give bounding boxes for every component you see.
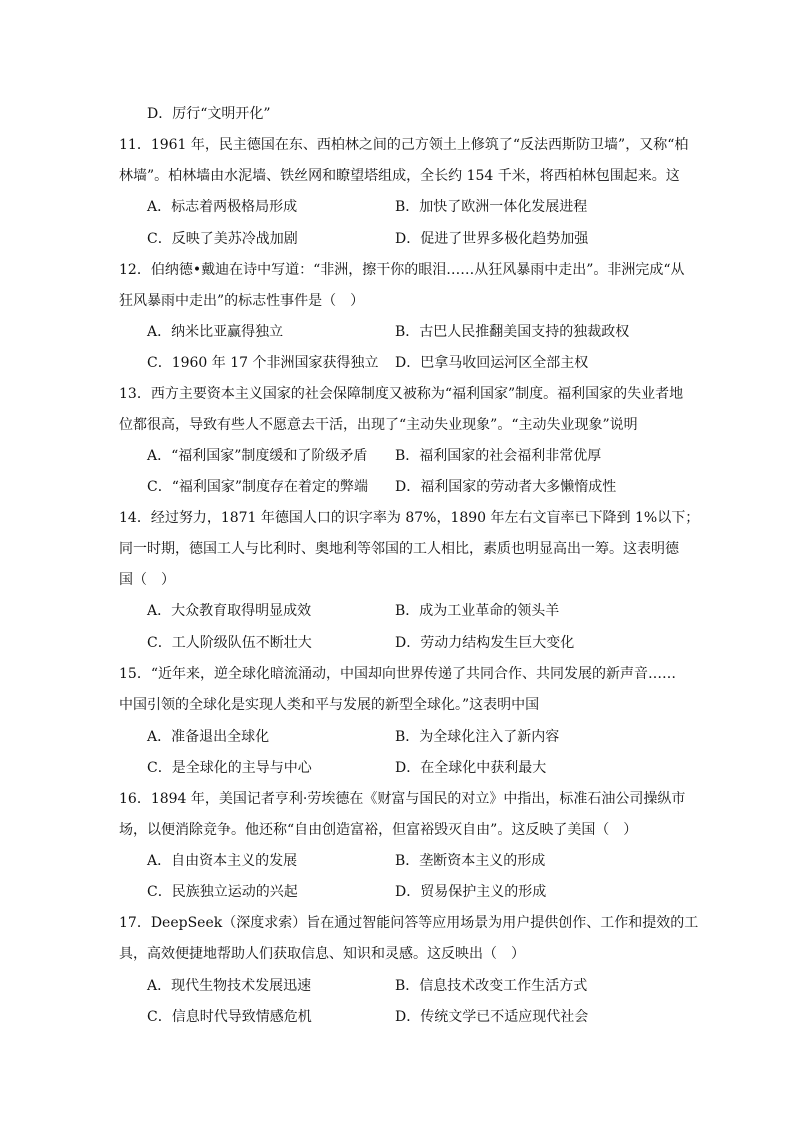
question-12-option-c: C．1960 年 17 个非洲国家获得独立 xyxy=(147,355,379,371)
question-16-option-d: D．贸易保护主义的形成 xyxy=(395,884,547,900)
question-14-option-c: C．工人阶级队伍不断壮大 xyxy=(147,635,312,651)
question-12-option-a: A．纳米比亚赢得独立 xyxy=(147,324,284,340)
question-14-line-2: 同一时期，德国工人与比利时、奥地利等邻国的工人相比，素质也明显高出一筹。这表明德 xyxy=(119,541,679,557)
question-13-option-a: A．“福利国家”制度缓和了阶级矛盾 xyxy=(147,448,368,464)
question-16-line-2: 场，以便消除竞争。他还称“自由创造富裕，但富裕毁灭自由”。这反映了美国（ ） xyxy=(119,822,638,838)
question-15-option-d: D．在全球化中获利最大 xyxy=(395,760,547,776)
question-17-option-d: D．传统文学已不适应现代社会 xyxy=(395,1009,589,1025)
question-13-option-d: D．福利国家的劳动者大多懒惰成性 xyxy=(395,479,617,495)
question-14-line-3: 国（ ） xyxy=(119,572,175,588)
question-16-option-a: A．自由资本主义的发展 xyxy=(147,853,298,869)
question-12-option-b: B．古巴人民推翻美国支持的独裁政权 xyxy=(395,324,630,340)
question-11-option-b: B．加快了欧洲一体化发展进程 xyxy=(395,199,588,215)
question-13-line-1: 13．西方主要资本主义国家的社会保障制度又被称为“福利国家”制度。福利国家的失业者地 xyxy=(119,386,684,402)
question-11-line-2: 林墙”。柏林墙由水泥墙、铁丝网和瞭望塔组成，全长约 154 千米，将西柏林包围起来。这 xyxy=(119,168,680,184)
question-14-option-a: A．大众教育取得明显成效 xyxy=(147,603,312,619)
question-11-option-d: D．促进了世界多极化趋势加强 xyxy=(395,231,589,247)
question-14-option-b: B．成为工业革命的领头羊 xyxy=(395,603,560,619)
question-16-option-b: B．垄断资本主义的形成 xyxy=(395,853,546,869)
question-16-option-c: C．民族独立运动的兴起 xyxy=(147,884,298,900)
question-16-line-1: 16．1894 年，美国记者亨利·劳埃德在《财富与国民的对立》中指出，标准石油公司操纵市 xyxy=(119,791,686,807)
question-17-line-1: 17．DeepSeek（深度求索）旨在通过智能问答等应用场景为用户提供创作、工作和提效的工 xyxy=(119,915,699,931)
question-13-option-b: B．福利国家的社会福利非常优厚 xyxy=(395,448,602,464)
question-17-option-a: A．现代生物技术发展迅速 xyxy=(147,978,312,994)
question-12-line-1: 12．伯纳德•戴迪在诗中写道：“非洲，擦干你的眼泪……从狂风暴雨中走出”。非洲完成“从 xyxy=(119,262,685,278)
question-11-line-1: 11．1961 年，民主德国在东、西柏林之间的己方领土上修筑了“反法西斯防卫墙”，又称“柏 xyxy=(119,137,689,153)
question-15-line-1: 15．“近年来，逆全球化暗流涌动，中国却向世界传递了共同合作、共同发展的新声音…… xyxy=(119,666,676,682)
question-15-option-a: A．准备退出全球化 xyxy=(147,729,270,745)
question-11-option-a: A．标志着两极格局形成 xyxy=(147,199,298,215)
question-15-line-2: 中国引领的全球化是实现人类和平与发展的新型全球化。”这表明中国 xyxy=(119,697,540,713)
lead-option-d: D．厉行“文明开化” xyxy=(147,106,271,122)
question-11-option-c: C．反映了美苏冷战加剧 xyxy=(147,231,298,247)
question-12-line-2: 狂风暴雨中走出”的标志性事件是（ ） xyxy=(119,293,365,309)
question-15-option-b: B．为全球化注入了新内容 xyxy=(395,729,560,745)
question-17-option-c: C．信息时代导致情感危机 xyxy=(147,1009,312,1025)
question-17-line-2: 具，高效便捷地帮助人们获取信息、知识和灵感。这反映出（ ） xyxy=(119,946,525,962)
question-12-option-d: D．巴拿马收回运河区全部主权 xyxy=(395,355,589,371)
question-14-option-d: D．劳动力结构发生巨大变化 xyxy=(395,635,575,651)
question-13-option-c: C．“福利国家”制度存在着定的弊端 xyxy=(147,479,369,495)
question-13-line-2: 位都很高，导致有些人不愿意去干活，出现了“主动失业现象”。“主动失业现象”说明 xyxy=(119,417,638,433)
question-14-line-1: 14．经过努力，1871 年德国人口的识字率为 87%，1890 年左右文盲率已下降到 1%以下； xyxy=(119,510,700,526)
question-17-option-b: B．信息技术改变工作生活方式 xyxy=(395,978,588,994)
question-15-option-c: C．是全球化的主导与中心 xyxy=(147,760,312,776)
